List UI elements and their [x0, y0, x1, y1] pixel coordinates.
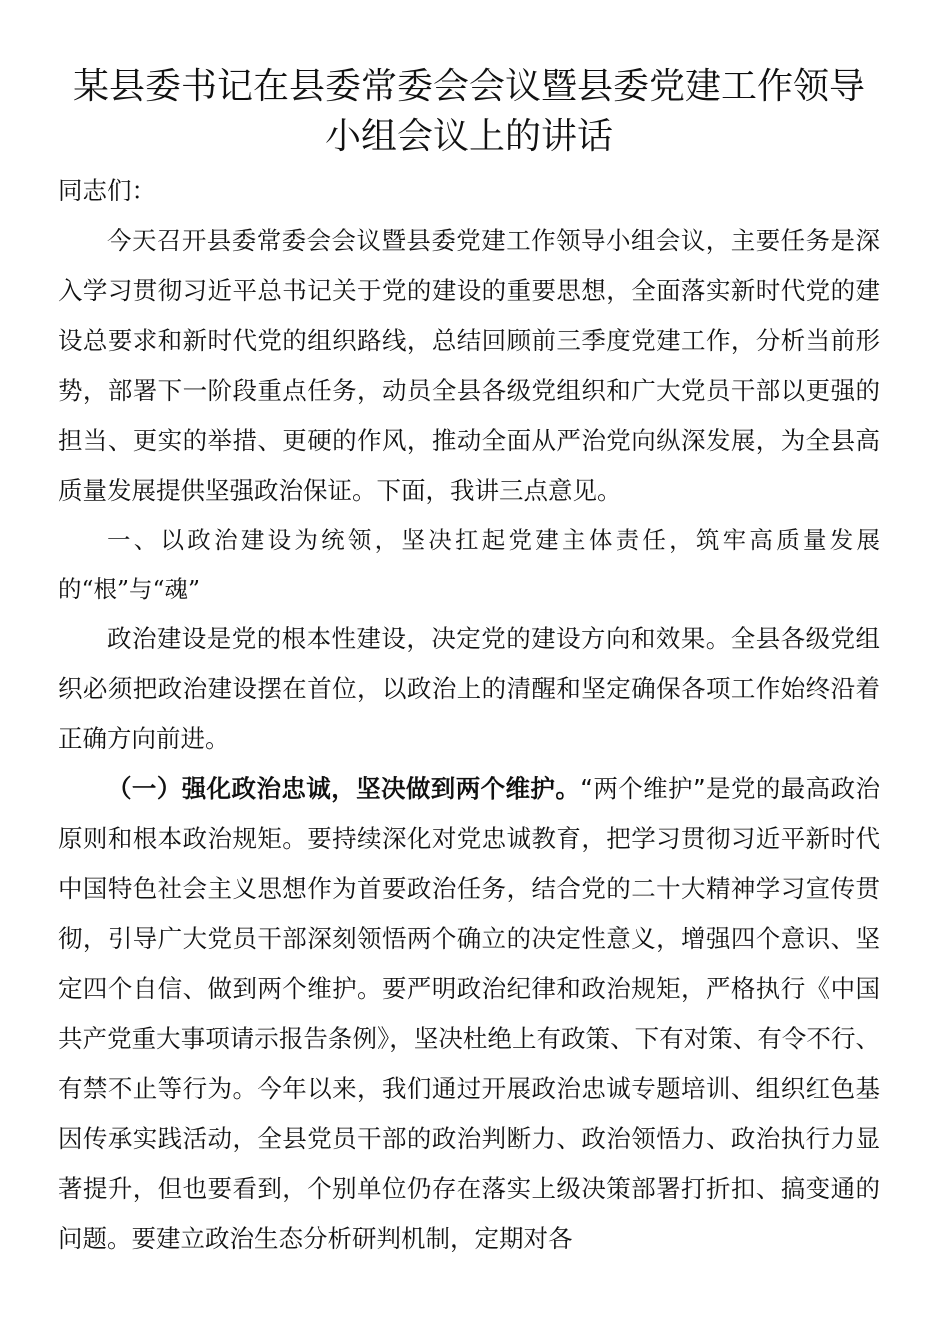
subsection-1-body: “两个维护”是党的最高政治原则和根本政治规矩。要持续深化对党忠诚教育，把学习贯彻习近平新时代中国特色社会主义思想作为首要政治任务，结合党的二十大精神学习宣传贯彻，引导广大党员干部深刻领悟两个确立的决定性意义，增强四个意识、坚定四个自信、做到两个维护。要严明政治纪律和政治规矩，严格执行《中国共产党重大事项请示报告条例》，坚决杜绝上有政策、下有对策、有令不行、有禁不止等行为。今年以来，我们通过开展政治忠诚专题培训、组织红色基因传承实践活动，全县党员干部的政治判断力、政治领悟力、政治执行力显著提升，但也要看到，个别单位仍存在落实上级决策部署打折扣、搞变通的问题。要建立政治生态分析研判机制，定期对各 — [58, 774, 880, 1253]
document-page — [58, 62, 880, 1264]
section-1-heading: 一、以政治建设为统领，坚决扛起党建主体责任，筑牢高质量发展的“根”与“魂” — [58, 526, 880, 603]
intro-paragraph: 今天召开县委常委会会议暨县委党建工作领导小组会议，主要任务是深入学习贯彻习近平总书记关于党的建设的重要思想，全面落实新时代党的建设总要求和新时代党的组织路线，总结回顾前三季度党建工作，分析当前形势，部署下一阶段重点任务，动员全县各级党组织和广大党员干部以更强的担当、更实的举措、更硬的作风，推动全面从严治党向纵深发展，为全县高质量发展提供坚强政治保证。下面，我讲三点意见。 — [58, 226, 880, 505]
salutation: 同志们： — [58, 176, 156, 205]
subsection-1-heading: （一）强化政治忠诚，坚决做到两个维护。 — [107, 774, 581, 803]
subsection-1-paragraph — [58, 764, 880, 1264]
section-1-intro-paragraph: 政治建设是党的根本性建设，决定党的建设方向和效果。全县各级党组织必须把政治建设摆在首位，以政治上的清醒和坚定确保各项工作始终沿着正确方向前进。 — [58, 624, 880, 753]
document-title: 某县委书记在县委常委会会议暨县委党建工作领导小组会议上的讲话 — [72, 66, 865, 157]
